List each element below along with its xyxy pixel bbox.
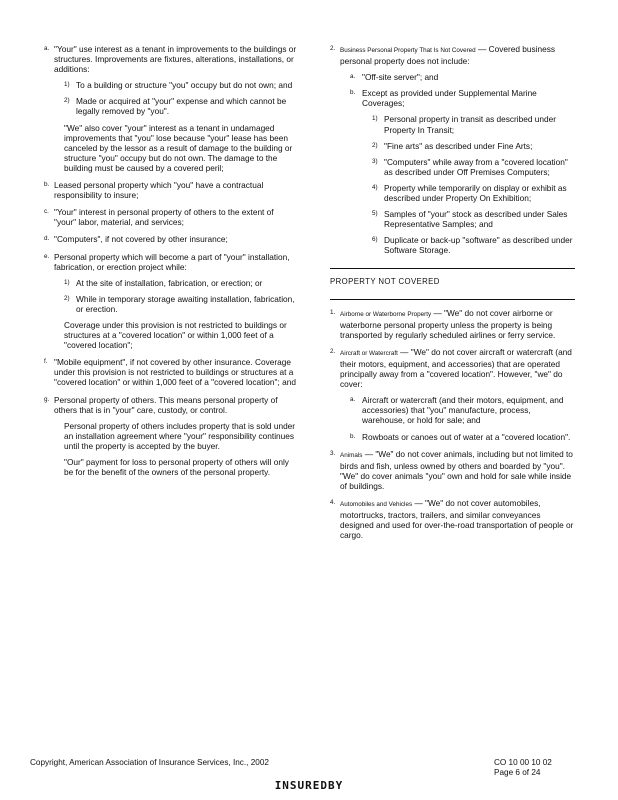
subclause-text: While in temporary storage awaiting installation, fabrication, or erection. xyxy=(76,293,295,314)
section-divider xyxy=(330,299,575,300)
clause-label: Airborne or Waterborne Property xyxy=(340,310,432,318)
subclause xyxy=(54,294,297,314)
clause-paragraph: Coverage under this provision is not restricted to buildings or structures at a "covered location" or within 1,000 feet of a "covered location"; xyxy=(64,319,287,351)
clause-text: Leased personal property which "you" have a contractual responsibility to insure; xyxy=(54,180,264,201)
subclause xyxy=(340,432,575,442)
clause-text: — "We" do not cover airborne or waterborne personal property unless the property is being transported by regularly scheduled airlines or ferry service. xyxy=(340,307,556,340)
subclause xyxy=(340,395,575,425)
nested-marker: 4) xyxy=(372,183,378,191)
nested-subclause xyxy=(362,235,575,255)
subclause xyxy=(54,278,297,288)
form-number: CO 10 00 10 02 xyxy=(494,758,552,767)
subclause xyxy=(54,80,297,90)
clause-b xyxy=(44,180,297,200)
clause-text: — Covered business personal property does not include: xyxy=(340,44,556,67)
clause-a xyxy=(44,44,297,173)
subclause-text: Rowboats or canoes out of water at a "covered location". xyxy=(362,431,571,442)
clause-text: Personal property which will become a part of "your" installation, fabrication, or erection project while: xyxy=(54,251,290,272)
clause-marker: a. xyxy=(44,45,50,52)
clause-marker: c. xyxy=(44,208,49,216)
subclause-text: Aircraft or watercraft (and their motors, equipment, and accessories) that "you" manufacture, process, warehouse, or hold for sale; and xyxy=(362,395,564,426)
subclause-marker: 2) xyxy=(64,294,70,302)
clause-marker: 4. xyxy=(330,499,336,506)
section-divider xyxy=(330,268,575,269)
nested-text: Property while temporarily on display or exhibit as described under Property On Exhibition; xyxy=(384,182,567,204)
clause-text: Personal property of others. This means personal property of others that is in "your" care, custody, or control. xyxy=(54,394,278,415)
nested-text: Personal property in transit as described under Property In Transit; xyxy=(384,114,557,135)
clause-text: "Your" interest in personal property of others to the extent of "your" labor, material, and services; xyxy=(54,207,274,228)
subclause xyxy=(54,96,297,116)
nested-marker: 3) xyxy=(372,157,378,165)
nested-marker: 2) xyxy=(372,141,378,149)
subclause xyxy=(340,72,575,82)
clause-marker: g. xyxy=(44,395,50,403)
section-heading: PROPERTY NOT COVERED xyxy=(330,276,440,286)
subclause-marker: b. xyxy=(350,89,356,97)
nested-subclause xyxy=(362,141,575,151)
clause-label: Automobiles and Vehicles xyxy=(340,501,413,508)
subclause-marker: 1) xyxy=(64,81,70,89)
nested-text: Samples of "your" stock as described under Sales Representative Samples; and xyxy=(384,209,568,230)
subclause-text: "Off-site server"; and xyxy=(362,72,439,83)
clause-text: "Computers", if not covered by other insurance; xyxy=(54,234,228,245)
clause-marker: d. xyxy=(44,235,50,243)
clause-marker: 2. xyxy=(330,45,336,52)
not-covered-item xyxy=(330,449,575,491)
clause-d xyxy=(44,234,297,244)
clause-label: Business Personal Property That Is Not Covered xyxy=(340,47,476,54)
clause-text: "Mobile equipment", if not covered by other insurance. Coverage under this provision is not restricted to buildings or structures at a "covered location" or within 1,000 feet of a "covered location"; and xyxy=(54,357,296,388)
nested-subclause xyxy=(362,114,575,134)
clause-marker: 3. xyxy=(330,449,336,457)
left-column xyxy=(44,44,297,484)
clause-marker: e. xyxy=(44,252,50,260)
clause-f xyxy=(44,357,297,387)
bpp-not-covered xyxy=(330,44,575,256)
right-column xyxy=(330,44,575,547)
subclause-marker: a. xyxy=(350,396,356,404)
not-covered-item xyxy=(330,347,575,442)
subclause-text: At the site of installation, fabrication, or erection; or xyxy=(76,277,263,288)
clause-text: — "We" do not cover automobiles, motortrucks, tractors, trailers, and similar conveyances designed and used for over-the-road transportation of people or cargo. xyxy=(340,498,574,541)
clause-marker: b. xyxy=(44,181,50,189)
nested-subclause xyxy=(362,209,575,229)
not-covered-item xyxy=(330,308,575,340)
copyright-notice: Copyright, American Association of Insurance Services, Inc., 2002 xyxy=(30,758,269,767)
nested-marker: 5) xyxy=(372,210,378,218)
clause-text: — "We" do not cover animals, including but not limited to birds and fish, unless owned by others and boarded by "you". "We" do cover animals "you" own and hold for sale while inside of buildings. xyxy=(340,448,573,491)
clause-g xyxy=(44,395,297,478)
clause-e xyxy=(44,252,297,351)
nested-marker: 6) xyxy=(372,236,378,244)
subclause-marker: a. xyxy=(350,73,356,81)
form-number-block xyxy=(494,758,584,778)
nested-text: Duplicate or back-up "software" as described under Software Storage. xyxy=(384,235,573,256)
clause-paragraph: Personal property of others includes property that is sold under an installation agreement where "your" responsibility continues until the property is accepted by the buyer. xyxy=(64,420,296,451)
clause-text: "Your" use interest as a tenant in improvements to the buildings or structures. Improvements are fixtures, alterations, installations, or additions: xyxy=(54,44,297,75)
watermark-stamp: INSUREDBY xyxy=(274,779,344,792)
subclause-text: To a building or structure "you" occupy but do not own; and xyxy=(76,80,293,91)
nested-marker: 1) xyxy=(372,115,378,123)
clause-marker: f. xyxy=(44,358,48,366)
subclause-marker: 1) xyxy=(64,278,70,286)
not-covered-item xyxy=(330,498,575,540)
subclause xyxy=(340,88,575,255)
nested-subclause xyxy=(362,157,575,177)
nested-text: "Computers" while away from a "covered location" as described under Off Premises Computers; xyxy=(384,156,568,177)
clause-paragraph: "We" also cover "your" interest as a tenant in undamaged improvements that "you" lose because "your" lease has been canceled by the lessor as a result of damage to the building or structure "you" occupy but do not own. The damage to the building must be caused by a covered peril; xyxy=(64,122,293,173)
clause-paragraph: "Our" payment for loss to personal property of others will only be for the benefit of the owners of the personal property. xyxy=(64,457,289,478)
clause-label: Aircraft or Watercraft xyxy=(340,349,398,357)
clause-marker: 2. xyxy=(330,347,336,355)
clause-c xyxy=(44,207,297,227)
subclause-text: Made or acquired at "your" expense and which cannot be legally removed by "you". xyxy=(76,96,287,117)
nested-text: "Fine arts" as described under Fine Arts; xyxy=(384,140,533,151)
subclause-text: Except as provided under Supplemental Marine Coverages; xyxy=(362,88,537,109)
subclause-marker: 2) xyxy=(64,97,70,105)
page-number: Page 6 of 24 xyxy=(494,768,541,777)
subclause-marker: b. xyxy=(350,432,356,440)
clause-text: — "We" do not cover aircraft or watercraft (and their motors, equipment, and accessories) that are operated principally away from a "covered location". However, "we" do cover: xyxy=(340,346,572,390)
nested-subclause xyxy=(362,183,575,203)
clause-label: Animals xyxy=(340,451,363,459)
clause-marker: 1. xyxy=(330,308,336,316)
